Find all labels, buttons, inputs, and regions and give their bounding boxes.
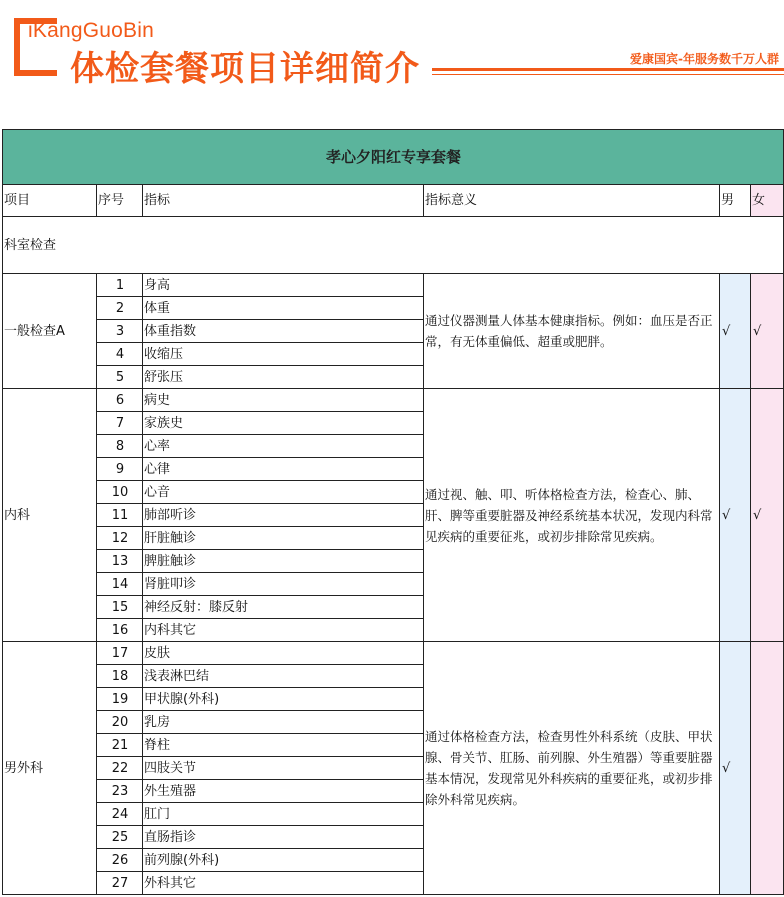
table-row bbox=[3, 642, 784, 665]
item-number: 1 bbox=[97, 274, 143, 297]
item-indicator: 肛门 bbox=[143, 803, 424, 826]
section-label: 科室检查 bbox=[3, 217, 784, 274]
item-number: 27 bbox=[97, 872, 143, 895]
group-name: 男外科 bbox=[3, 642, 97, 895]
item-indicator: 浅表淋巴结 bbox=[143, 665, 424, 688]
item-indicator: 四肢关节 bbox=[143, 757, 424, 780]
page-title: 体检套餐项目详细简介 bbox=[70, 49, 420, 89]
header-slogan: 爱康国宾-年服务数千万人群 bbox=[630, 52, 779, 66]
item-number: 5 bbox=[97, 366, 143, 389]
item-indicator: 收缩压 bbox=[143, 343, 424, 366]
item-indicator: 肝脏触诊 bbox=[143, 527, 424, 550]
item-number: 13 bbox=[97, 550, 143, 573]
item-number: 26 bbox=[97, 849, 143, 872]
group-name: 内科 bbox=[3, 389, 97, 642]
item-number: 21 bbox=[97, 734, 143, 757]
item-number: 12 bbox=[97, 527, 143, 550]
female-applicable-mark: √ bbox=[751, 274, 784, 389]
package-title: 孝心夕阳红专享套餐 bbox=[3, 130, 784, 185]
section-row bbox=[3, 217, 784, 274]
col-header-male: 男 bbox=[720, 185, 751, 217]
item-indicator: 外科其它 bbox=[143, 872, 424, 895]
group-name: 一般检查A bbox=[3, 274, 97, 389]
item-number: 9 bbox=[97, 458, 143, 481]
item-number: 19 bbox=[97, 688, 143, 711]
female-applicable-mark bbox=[751, 642, 784, 895]
header-divider bbox=[432, 68, 784, 71]
item-number: 24 bbox=[97, 803, 143, 826]
item-number: 20 bbox=[97, 711, 143, 734]
item-indicator: 心率 bbox=[143, 435, 424, 458]
item-number: 18 bbox=[97, 665, 143, 688]
item-number: 8 bbox=[97, 435, 143, 458]
col-header-indicator: 指标 bbox=[143, 185, 424, 217]
item-number: 4 bbox=[97, 343, 143, 366]
item-number: 23 bbox=[97, 780, 143, 803]
item-indicator: 心律 bbox=[143, 458, 424, 481]
item-indicator: 体重 bbox=[143, 297, 424, 320]
item-indicator: 脊柱 bbox=[143, 734, 424, 757]
item-indicator: 肾脏叩诊 bbox=[143, 573, 424, 596]
item-indicator: 体重指数 bbox=[143, 320, 424, 343]
item-indicator: 内科其它 bbox=[143, 619, 424, 642]
item-number: 15 bbox=[97, 596, 143, 619]
col-header-meaning: 指标意义 bbox=[424, 185, 720, 217]
item-indicator: 肺部听诊 bbox=[143, 504, 424, 527]
header-divider-thin bbox=[432, 74, 784, 75]
item-indicator: 家族史 bbox=[143, 412, 424, 435]
item-number: 14 bbox=[97, 573, 143, 596]
item-number: 17 bbox=[97, 642, 143, 665]
item-number: 10 bbox=[97, 481, 143, 504]
item-number: 7 bbox=[97, 412, 143, 435]
male-applicable-mark: √ bbox=[720, 389, 751, 642]
col-header-female: 女 bbox=[751, 185, 784, 217]
item-number: 22 bbox=[97, 757, 143, 780]
item-indicator: 外生殖器 bbox=[143, 780, 424, 803]
item-indicator: 前列腺(外科) bbox=[143, 849, 424, 872]
item-number: 25 bbox=[97, 826, 143, 849]
item-indicator: 病史 bbox=[143, 389, 424, 412]
item-indicator: 乳房 bbox=[143, 711, 424, 734]
item-number: 11 bbox=[97, 504, 143, 527]
col-header-number: 序号 bbox=[97, 185, 143, 217]
item-indicator: 脾脏触诊 bbox=[143, 550, 424, 573]
brand-logo-text: iKangGuoBin bbox=[28, 19, 154, 42]
package-table bbox=[2, 129, 784, 895]
item-indicator: 皮肤 bbox=[143, 642, 424, 665]
item-number: 6 bbox=[97, 389, 143, 412]
group-meaning: 通过仪器测量人体基本健康指标。例如：血压是否正常，有无体重偏低、超重或肥胖。 bbox=[424, 274, 720, 389]
page-header bbox=[0, 0, 784, 128]
female-applicable-mark: √ bbox=[751, 389, 784, 642]
male-applicable-mark: √ bbox=[720, 642, 751, 895]
group-meaning: 通过视、触、叩、听体格检查方法，检查心、肺、肝、脾等重要脏器及神经系统基本状况，发现内科常见疾病的重要征兆，或初步排除常见疾病。 bbox=[424, 389, 720, 642]
item-indicator: 舒张压 bbox=[143, 366, 424, 389]
item-number: 3 bbox=[97, 320, 143, 343]
item-number: 2 bbox=[97, 297, 143, 320]
item-indicator: 神经反射：膝反射 bbox=[143, 596, 424, 619]
item-indicator: 身高 bbox=[143, 274, 424, 297]
male-applicable-mark: √ bbox=[720, 274, 751, 389]
col-header-item: 项目 bbox=[3, 185, 97, 217]
item-indicator: 甲状腺(外科) bbox=[143, 688, 424, 711]
item-indicator: 直肠指诊 bbox=[143, 826, 424, 849]
table-row bbox=[3, 389, 784, 412]
item-number: 16 bbox=[97, 619, 143, 642]
group-meaning: 通过体格检查方法，检查男性外科系统（皮肤、甲状腺、骨关节、肛肠、前列腺、外生殖器）等重要脏器基本情况，发现常见外科疾病的重要征兆，或初步排除外科常见疾病。 bbox=[424, 642, 720, 895]
table-row bbox=[3, 274, 784, 297]
column-header-row bbox=[3, 185, 784, 217]
item-indicator: 心音 bbox=[143, 481, 424, 504]
